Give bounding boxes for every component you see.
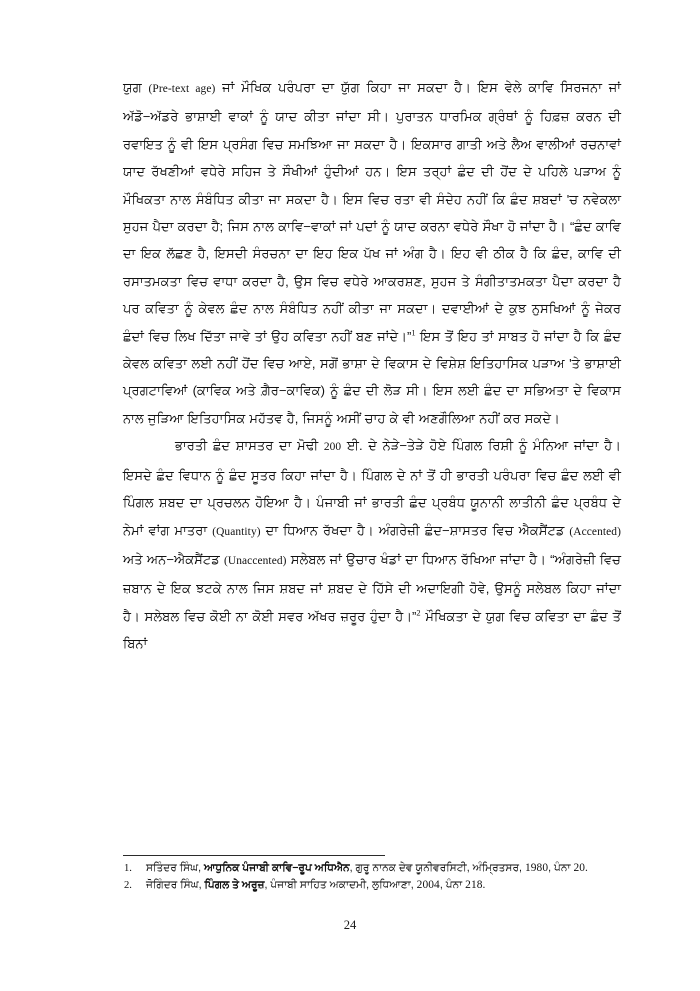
footnote-text — [146, 878, 621, 894]
latin-term: (Pre-text age) — [148, 83, 216, 95]
text-run: ਮੌਖਿਕਤਾ ਦੇ ਯੁਗ ਵਿਚ ਕਵਿਤਾ ਦਾ ਛੰਦ ਤੋਂ ਬਿਨਾਂ — [123, 608, 621, 652]
text-run: ਸਲੇਬਲ ਜਾਂ ਉਚਾਰ ਖੰਡਾਂ ਦਾ ਧਿਆਨ ਰੱਖਿਆ ਜਾਂਦਾ ਹੈ। “ਅੰਗਰੇਜ਼ੀ ਵਿਚ ਜ਼ਬਾਨ ਦੇ ਇਕ ਝਟਕੇ ਨਾਲ ਜਿਸ ਸ਼ਬਦ ਜਾਂ ਸ਼ਬਦ ਦੇ ਹਿੱਸੇ ਦੀ ਅਦਾਇਗੀ ਹੋਵੇ, ਉਸਨੂੰ ਸਲੇਬਲ ਕਿਹਾ ਜਾਂਦਾ ਹੈ। ਸਲੇਬਲ ਵਿਚ ਕੋਈ ਨਾ ਕੋਈ ਸਵਰ ਅੱਖਰ ਜ਼ਰੂਰ ਹੁੰਦਾ ਹੈ।” — [123, 551, 621, 624]
text-run: , ਪੰਨਾ — [439, 878, 466, 891]
latin-term: (Quantity) — [212, 525, 261, 538]
footnote-number: 2. — [124, 879, 132, 891]
citation-title: ਆਧੁਨਿਕ ਪੰਜਾਬੀ ਕਾਵਿ−ਰੂਪ ਅਧਿਐਨ — [204, 862, 350, 874]
latin-term: 2004 — [416, 878, 440, 891]
latin-term: 20. — [573, 862, 589, 874]
text-run: ਸਤਿੰਦਰ ਸਿੰਘ, — [146, 862, 205, 874]
text-run: ਇਸ ਤੋਂ ਇਹ ਤਾਂ ਸਾਬਤ ਹੋ ਜਾਂਦਾ ਹੈ ਕਿ ਛੰਦ ਕੇਵਲ ਕਵਿਤਾ ਲਈ ਨਹੀਂ ਹੋਂਦ ਵਿਚ ਆਏ, ਸਗੋਂ ਭਾਸ਼ਾ ਦੇ ਵਿਕਾਸ ਦੇ ਵਿਸ਼ੇਸ਼ ਇਤਿਹਾਸਿਕ ਪੜਾਅ 'ਤੇ ਭਾਸ਼ਾਈ ਪ੍ਰਗਟਾਵਿਆਂ (ਕਾਵਿਕ ਅਤੇ ਗ਼ੈਰ−ਕਾਵਿਕ) ਨੂੰ ਛੰਦ ਦੀ ਲੋੜ ਸੀ। ਇਸ ਲਈ ਛੰਦ ਦਾ ਸਭਿਅਤਾ ਦੇ ਵਿਕਾਸ ਨਾਲ ਜੁੜਿਆ ਇਤਿਹਾਸਿਕ ਮਹੱਤਵ ਹੈ, ਜਿਸਨੂੰ ਅਸੀਂ ਚਾਹ ਕੇ ਵੀ ਅਣਗੌਲਿਆ ਨਹੀਂ ਕਰ ਸਕਦੇ। — [123, 328, 621, 426]
text-run: ਅਤੇ ਅਨ−ਐਕਸੈਂਟਡ — [123, 551, 224, 567]
footnote-number: 1. — [124, 863, 132, 874]
footnote-text — [146, 861, 621, 877]
paragraph-1 — [123, 74, 621, 432]
text-run: ਦਾ ਧਿਆਨ ਰੱਖਦਾ ਹੈ। ਅੰਗਰੇਜ਼ੀ ਛੰਦ−ਸ਼ਾਸਤਰ ਵਿਚ ਐਕਸੈਂਟਡ — [260, 522, 570, 538]
latin-term: 1980 — [524, 862, 549, 874]
text-run: ਜਾਂ ਮੌਖਿਕ ਪਰੰਪਰਾ ਦਾ ਯੁੱਗ ਕਿਹਾ ਜਾ ਸਕਦਾ ਹੈ। ਇਸ ਵੇਲੇ ਕਾਵਿ ਸਿਰਜਨਾ ਜਾਂ ਅੱਡੋ−ਅੱਡਰੇ ਭਾਸ਼ਾਈ ਵਾਕਾਂ ਨੂੰ ਯਾਦ ਕੀਤਾ ਜਾਂਦਾ ਸੀ। ਪੁਰਾਤਨ ਧਾਰਮਿਕ ਗ੍ਰੰਥਾਂ ਨੂੰ ਹਿਫ਼ਜ਼ ਕਰਨ ਦੀ ਰਵਾਇਤ ਨੂੰ ਵੀ ਇਸ ਪ੍ਰਸੰਗ ਵਿਚ ਸਮਝਿਆ ਜਾ ਸਕਦਾ ਹੈ। ਇਕਸਾਰ ਗਾਤੀ ਅਤੇ ਲੈਅ ਵਾਲੀਆਂ ਰਚਨਾਵਾਂ ਯਾਦ ਰੱਖਣੀਆਂ ਵਧੇਰੇ ਸਹਿਜ ਤੇ ਸੌਖੀਆਂ ਹੁੰਦੀਆਂ ਹਨ। ਇਸ ਤਰ੍ਹਾਂ ਛੰਦ ਦੀ ਹੋਂਦ ਦੇ ਪਹਿਲੇ ਪੜਾਅ ਨੂੰ ਮੌਖਿਕਤਾ ਨਾਲ ਸੰਬੰਧਿਤ ਕੀਤਾ ਜਾ ਸਕਦਾ ਹੈ। ਇਸ ਵਿਚ ਰਤਾ ਵੀ ਸੰਦੇਹ ਨਹੀਂ ਕਿ ਛੰਦ ਸ਼ਬਦਾਂ 'ਚ ਨਵੇਕਲਾ ਸੁਹਜ ਪੈਦਾ ਕਰਦਾ ਹੈ; ਜਿਸ ਨਾਲ ਕਾਵਿ−ਵਾਕਾਂ ਜਾਂ ਪਦਾਂ ਨੂੰ ਯਾਦ ਕਰਨਾ ਵਧੇਰੇ ਸੌਖਾ ਹੋ ਜਾਂਦਾ ਹੈ। “ਛੰਦ ਕਾਵਿ ਦਾ ਇਕ ਲੱਛਣ ਹੈ, ਇਸਦੀ ਸੰਰਚਨਾ ਦਾ ਇਹ ਇਕ ਪੱਖ ਜਾਂ ਅੰਗ ਹੈ। ਇਹ ਵੀ ਠੀਕ ਹੈ ਕਿ ਛੰਦ, ਕਾਵਿ ਦੀ ਰਸਾਤਮਕਤਾ ਵਿਚ ਵਾਧਾ ਕਰਦਾ ਹੈ, ਉਸ ਵਿਚ ਵਧੇਰੇ ਆਕਰਸ਼ਣ, ਸੁਹਜ ਤੇ ਸੰਗੀਤਾਤਮਕਤਾ ਪੈਦਾ ਕਰਦਾ ਹੈ ਪਰ ਕਵਿਤਾ ਨੂੰ ਕੇਵਲ ਛੰਦ ਨਾਲ ਸੰਬੰਧਿਤ ਨਹੀਂ ਕੀਤਾ ਜਾ ਸਕਦਾ। ਦਵਾਈਆਂ ਦੇ ਕੁਝ ਨੁਸਖਿਆਂ ਨੂੰ ਜੇਕਰ ਛੰਦਾਂ ਵਿਚ ਲਿਖ ਦਿੱਤਾ ਜਾਵੇ ਤਾਂ ਉਹ ਕਵਿਤਾ ਨਹੀਂ ਬਣ ਜਾਂਦੇ।” — [123, 80, 621, 344]
text-run: ਯੁਗ — [123, 80, 149, 95]
text-run: , ਪੰਜਾਬੀ ਸਾਹਿਤ ਅਕਾਦਮੀ, ਲੁਧਿਆਣਾ, — [264, 878, 417, 891]
latin-term: (Unaccented) — [224, 554, 287, 567]
footnote-reference[interactable]: 2 — [416, 607, 421, 618]
footnote-item — [123, 878, 621, 894]
footnote-list — [123, 861, 621, 893]
footnote-separator-rule — [123, 855, 385, 856]
footnote-section — [123, 855, 621, 894]
latin-term: (Accented) — [569, 525, 621, 538]
page-number: 24 — [343, 918, 357, 932]
text-run: ਭਾਰਤੀ ਛੰਦ ਸ਼ਾਸਤਰ ਦਾ ਮੋਢੀ — [175, 438, 324, 454]
paragraph-2 — [123, 432, 621, 657]
text-run: , ਪੰਨਾ — [548, 862, 574, 874]
body-text-block — [123, 74, 621, 658]
latin-term: 200 — [323, 441, 342, 454]
footnote-item — [123, 861, 621, 877]
text-run: , ਗੁਰੂ ਨਾਨਕ ਦੇਵ ਯੂਨੀਵਰਸਿਟੀ, ਅੰਮ੍ਰਿਤਸਰ, — [349, 862, 525, 874]
footnote-reference[interactable]: 1 — [411, 327, 416, 338]
citation-title: ਪਿੰਗਲ ਤੇ ਅਰੂਜ਼ — [204, 878, 265, 891]
text-run: ਜੋਗਿੰਦਰ ਸਿੰਘ, — [146, 878, 205, 891]
text-run: ਈ. ਦੇ ਨੇੜੇ−ਤੇੜੇ ਹੋਏ ਪਿੰਗਲ ਰਿਸ਼ੀ ਨੂੰ ਮੰਨਿਆ ਜਾਂਦਾ ਹੈ। ਇਸਦੇ ਛੰਦ ਵਿਧਾਨ ਨੂੰ ਛੰਦ ਸੂਤਰ ਕਿਹਾ ਜਾਂਦਾ ਹੈ। ਪਿੰਗਲ ਦੇ ਨਾਂ ਤੋਂ ਹੀ ਭਾਰਤੀ ਪਰੰਪਰਾ ਵਿਚ ਛੰਦ ਲਈ ਵੀ ਪਿੰਗਲ ਸ਼ਬਦ ਦਾ ਪ੍ਰਚਲਨ ਹੋਇਆ ਹੈ। ਪੰਜਾਬੀ ਜਾਂ ਭਾਰਤੀ ਛੰਦ ਪ੍ਰਬੰਧ ਯੂਨਾਨੀ ਲਾਤੀਨੀ ਛੰਦ ਪ੍ਰਬੰਧ ਦੇ ਨੇਮਾਂ ਵਾਂਗ ਮਾਤਰਾ — [123, 438, 621, 538]
latin-term: 218. — [465, 878, 486, 891]
